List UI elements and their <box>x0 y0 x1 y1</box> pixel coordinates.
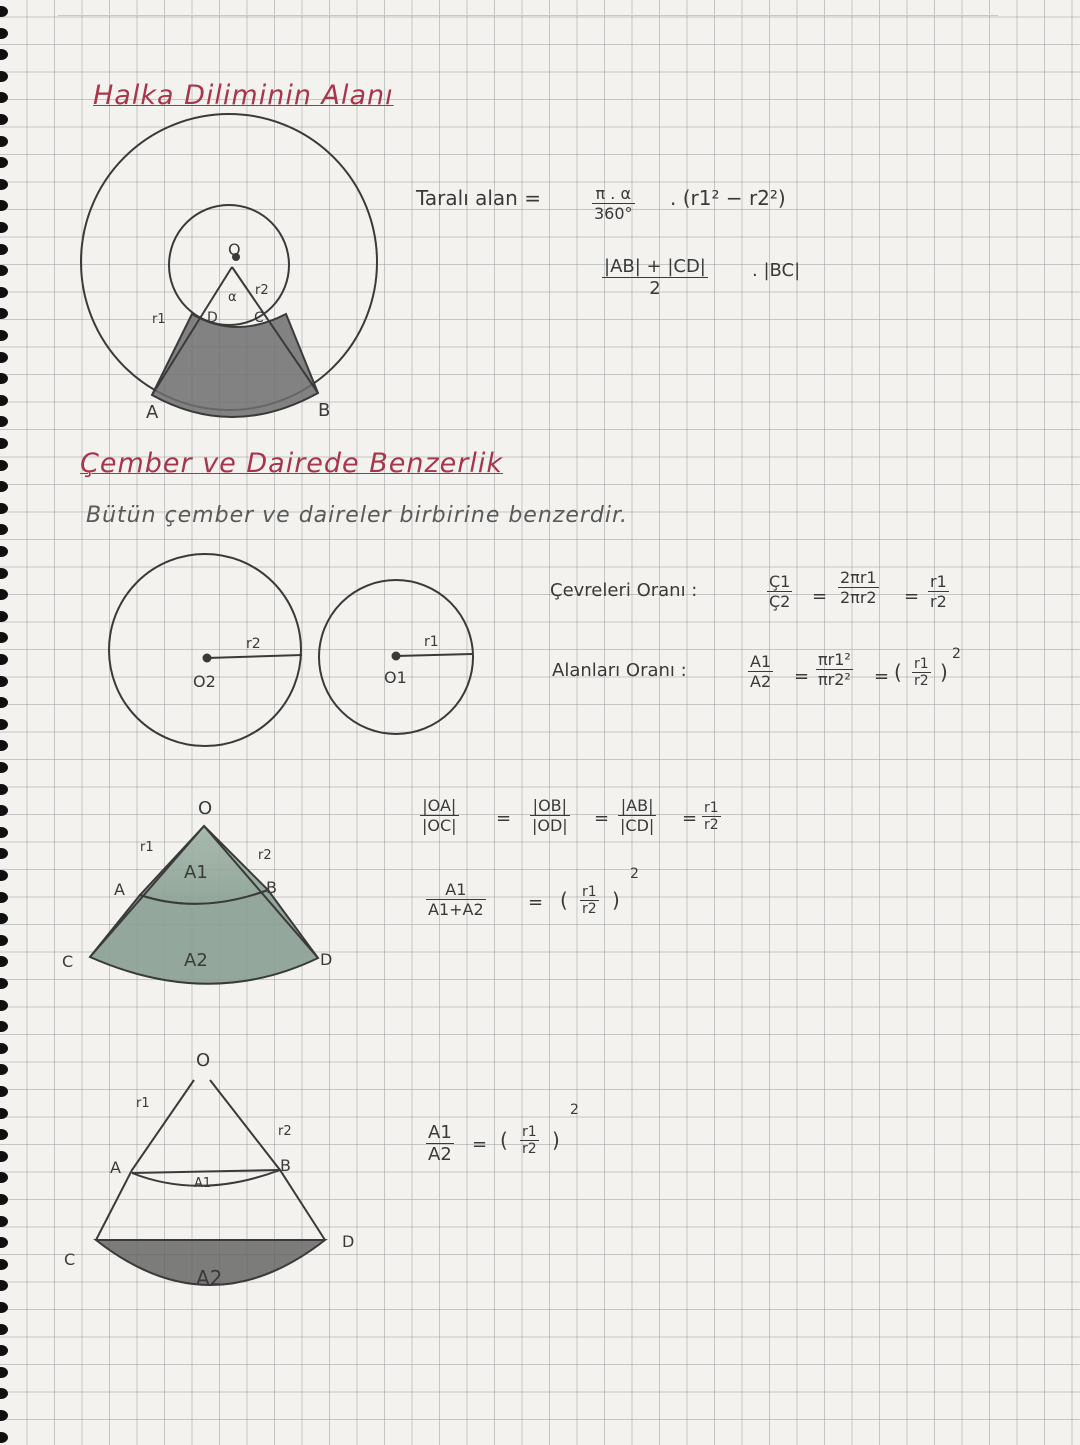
label-r1-sector: r1 <box>140 840 154 855</box>
label-O-tri: O <box>196 1050 211 1071</box>
equals-1: = <box>812 586 828 607</box>
circle-O2 <box>109 554 301 746</box>
label-B: B <box>318 400 331 421</box>
circ-frac-3 <box>928 572 949 611</box>
area-frac-2-den: πr2² <box>818 670 851 689</box>
label-O2: O2 <box>193 672 216 691</box>
label-D-sector: D <box>320 950 333 969</box>
area-frac-2 <box>816 650 853 689</box>
area-ratio-den: A1+A2 <box>428 900 484 919</box>
label-C-sector: C <box>62 952 74 971</box>
open-paren-1: ( <box>894 660 902 684</box>
area-frac-1-den: A2 <box>750 672 772 691</box>
formula-denominator: 360° <box>594 204 633 223</box>
annulus-sector-shaded <box>152 314 318 417</box>
trapezoid-rhs: . |BC| <box>752 260 801 281</box>
label-r2-tri: r2 <box>278 1124 292 1139</box>
segment-area-fraction <box>426 1122 454 1165</box>
segment-power-den: r2 <box>522 1141 537 1157</box>
equals-5: = <box>496 808 512 829</box>
power-fraction <box>580 884 599 917</box>
ratio-2-den: |OD| <box>532 816 568 835</box>
label-C-tri: C <box>64 1250 76 1269</box>
ratio-1-den: |OC| <box>422 816 457 835</box>
close-paren-2: ) <box>612 888 620 912</box>
segment-area-num: A1 <box>428 1122 452 1143</box>
power-num: r1 <box>582 884 597 900</box>
circumference-ratio-label: Çevreleri Oranı : <box>550 580 698 601</box>
equals-6: = <box>594 808 610 829</box>
exponent-2: 2 <box>630 866 639 882</box>
label-O1: O1 <box>384 668 407 687</box>
ratio-3-den: |CD| <box>620 816 655 835</box>
label-A2-sector: A2 <box>184 950 208 971</box>
close-paren-1: ) <box>940 660 948 684</box>
ratio-3-num: |AB| <box>618 796 656 816</box>
formula-fraction <box>592 184 635 223</box>
point-O1 <box>393 653 400 660</box>
inner-circle <box>169 205 289 325</box>
area-frac-3-num: r1 <box>914 656 929 672</box>
circ-frac-2-den: 2πr2 <box>840 588 877 607</box>
circ-frac-3-num: r1 <box>930 572 947 591</box>
label-C: C <box>254 310 264 326</box>
label-A2-tri: A2 <box>196 1266 223 1290</box>
close-paren-3: ) <box>552 1128 560 1152</box>
radius-r1 <box>396 654 472 656</box>
area-frac-3-den: r2 <box>914 673 929 689</box>
label-alpha: α <box>228 290 237 305</box>
circ-frac-2-num: 2πr1 <box>840 568 877 587</box>
label-r2-sector: r2 <box>258 848 272 863</box>
label-A1-tri: A1 <box>194 1176 212 1191</box>
circ-frac-2 <box>838 568 879 607</box>
area-frac-1 <box>748 652 773 691</box>
label-A: A <box>146 402 159 423</box>
similar-circles-figure <box>109 554 473 746</box>
segment-power-num: r1 <box>522 1124 537 1140</box>
exponent-3: 2 <box>570 1102 579 1118</box>
trapezoid-fraction <box>602 256 708 299</box>
label-D-tri: D <box>342 1232 355 1251</box>
annulus-sector-figure <box>81 114 377 417</box>
area-frac-3 <box>912 656 931 689</box>
label-D: D <box>207 310 218 326</box>
area-frac-2-num: πr1² <box>818 650 851 669</box>
ratio-r1-r2 <box>702 800 721 833</box>
open-paren-3: ( <box>500 1128 508 1152</box>
segment-power-fraction <box>520 1124 539 1157</box>
equals-9: = <box>472 1134 488 1155</box>
label-r2: r2 <box>255 283 269 298</box>
area-ratio-label: Alanları Oranı : <box>552 660 687 681</box>
trapezoid-numerator: |AB| + |CD| <box>604 256 706 277</box>
label-O: O <box>228 240 241 259</box>
radius-r2 <box>207 655 302 658</box>
page-title: Halka Diliminin Alanı <box>93 80 394 111</box>
formula-numerator: π . α <box>592 184 635 204</box>
equals-7: = <box>682 808 698 829</box>
ratio-4-num: r1 <box>704 800 719 816</box>
equals-2: = <box>904 586 920 607</box>
area-frac-1-num: A1 <box>750 652 772 671</box>
chord-AB <box>132 1170 280 1173</box>
equals-3: = <box>794 666 810 687</box>
shaded-area-label: Taralı alan = <box>416 186 541 210</box>
area-ratio-fraction <box>426 880 486 919</box>
label-A-tri: A <box>110 1158 121 1177</box>
equals-8: = <box>528 892 544 913</box>
ratio-2-num: |OB| <box>530 796 570 816</box>
label-B-tri: B <box>280 1156 291 1175</box>
section-heading: Çember ve Dairede Benzerlik <box>80 448 504 479</box>
power-den: r2 <box>582 901 597 917</box>
ratio-AB-CD <box>618 796 656 835</box>
circ-frac-1 <box>767 572 792 611</box>
equals-4: = <box>874 666 890 687</box>
label-B-sector: B <box>266 878 277 897</box>
label-A-sector: A <box>114 880 125 899</box>
exponent-1: 2 <box>952 646 961 662</box>
similarity-statement: Bütün çember ve daireler birbirine benzerdir. <box>86 503 629 528</box>
point-O2 <box>204 655 211 662</box>
ratio-1-num: |OA| <box>420 796 459 816</box>
label-A1-sector: A1 <box>184 862 208 883</box>
ratio-4-den: r2 <box>704 817 719 833</box>
label-r1-circle: r1 <box>424 634 439 650</box>
trapezoid-denominator: 2 <box>649 278 661 299</box>
circ-frac-1-num: Ç1 <box>769 572 791 591</box>
label-r2-circle: r2 <box>246 636 261 652</box>
circ-frac-1-den: Ç2 <box>769 592 791 611</box>
circ-frac-3-den: r2 <box>930 592 947 611</box>
ratio-OB-OD <box>530 796 570 835</box>
formula-rhs: . (r1² − r2²) <box>670 186 786 210</box>
label-r1: r1 <box>152 312 166 327</box>
label-r1-tri: r1 <box>136 1096 150 1111</box>
open-paren-2: ( <box>560 888 568 912</box>
ratio-OA-OC <box>420 796 459 835</box>
segment-area-den: A2 <box>428 1144 452 1165</box>
label-O-sector: O <box>198 798 213 819</box>
area-ratio-num: A1 <box>426 880 486 900</box>
